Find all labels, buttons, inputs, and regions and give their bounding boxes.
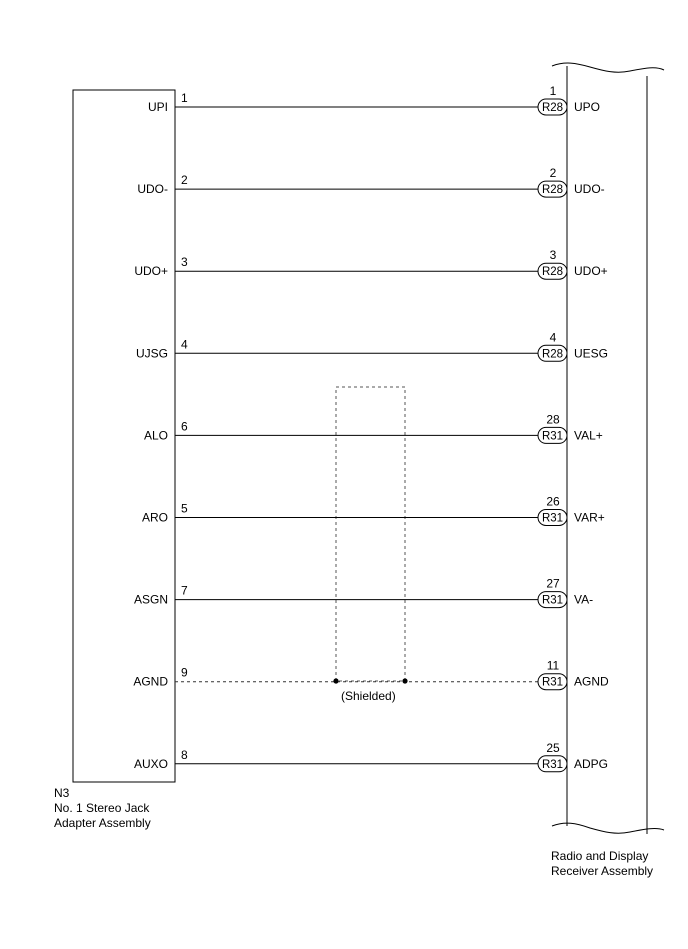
left-terminal-label: AGND [133, 674, 168, 689]
connector-label: R28 [541, 266, 564, 279]
right-terminal-label: UDO+ [574, 264, 608, 279]
left-pin-number: 1 [181, 91, 188, 105]
connector-label: R28 [541, 184, 564, 197]
left-terminal-label: UDO+ [134, 264, 168, 279]
connector-label: R31 [541, 430, 564, 443]
left-terminal-label: ASGN [133, 592, 168, 607]
left-pin-number: 8 [181, 747, 188, 762]
connector-label: R31 [541, 758, 564, 771]
left-component-name-line1: No. 1 Stereo Jack [54, 801, 150, 815]
left-pin-number: 9 [181, 665, 188, 680]
right-pin-number: 27 [546, 576, 560, 591]
right-pin-number: 11 [546, 658, 560, 673]
left-terminal-label: ARO [141, 510, 168, 525]
connector-label: R31 [541, 512, 564, 525]
left-terminal-label: UPI [147, 100, 168, 114]
left-terminal-label: AUXO [133, 756, 168, 771]
right-terminal-label: UESG [574, 346, 609, 361]
shield-splice-dot-right [402, 678, 407, 683]
left-pin-number: 3 [181, 255, 188, 270]
right-terminal-label: VA- [574, 592, 594, 607]
right-terminal-label: AGND [574, 674, 609, 689]
right-pin-number: 4 [549, 330, 557, 345]
right-pin-number: 3 [549, 248, 557, 263]
wires-group [133, 84, 609, 772]
right-terminal-label: ADPG [574, 756, 609, 771]
right-terminal-label: VAR+ [574, 510, 605, 525]
left-component-name-line2: Adapter Assembly [54, 816, 151, 830]
connector-label: R31 [541, 676, 564, 689]
connector-label: R28 [541, 102, 564, 114]
right-terminal-label: VAL+ [574, 428, 603, 443]
right-component-box [549, 63, 664, 834]
shield-label: (Shielded) [341, 689, 396, 703]
left-terminal-label: ALO [143, 428, 168, 443]
shield-splice-dot-left [333, 678, 338, 683]
right-terminal-label: UPO [574, 100, 601, 114]
right-pin-number: 26 [546, 494, 560, 509]
right-pin-number: 28 [546, 412, 560, 427]
left-pin-number: 5 [181, 501, 188, 516]
left-pin-number: 4 [181, 337, 188, 352]
right-pin-number: 1 [549, 84, 557, 98]
right-component-name-line1: Radio and Display [551, 849, 649, 863]
left-component-code: N3 [54, 786, 70, 800]
left-terminal-label: UDO- [137, 182, 168, 197]
left-pin-number: 6 [181, 419, 188, 434]
left-terminal-label: UJSG [135, 346, 168, 361]
connector-label: R28 [541, 348, 564, 361]
left-pin-number: 7 [181, 583, 188, 598]
left-pin-number: 2 [181, 173, 188, 188]
right-pin-number: 25 [546, 740, 560, 755]
connector-label: R31 [541, 594, 564, 607]
right-terminal-label: UDO- [574, 182, 605, 197]
right-pin-number: 2 [549, 166, 557, 181]
right-component-name-line2: Receiver Assembly [551, 864, 654, 878]
shield-outline [336, 387, 405, 681]
